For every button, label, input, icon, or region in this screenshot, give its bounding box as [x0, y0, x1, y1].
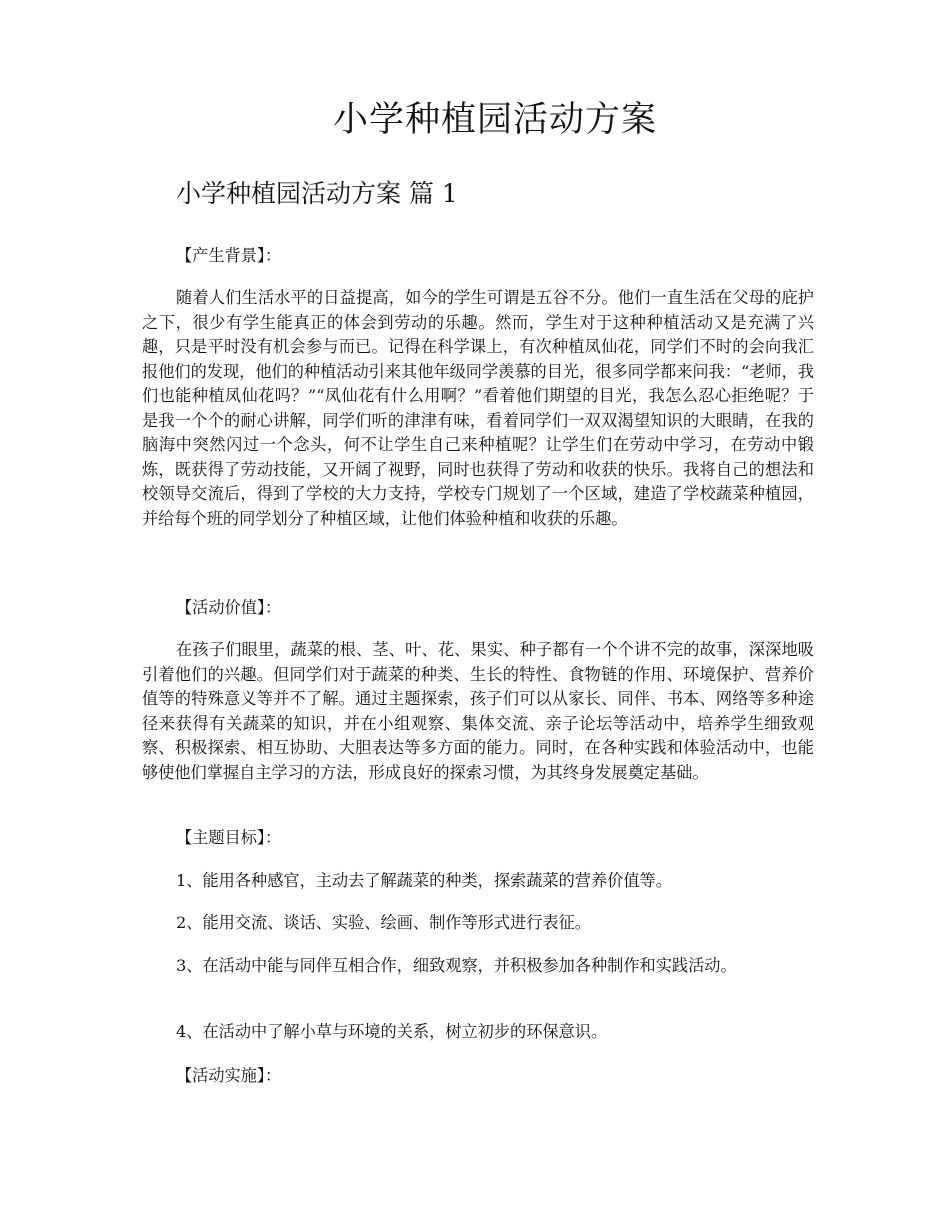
goal-item: 3、在活动中能与同伴互相合作，细致观察，并积极参加各种制作和实践活动。 — [176, 956, 737, 975]
background-heading: 【产生背景】： — [176, 246, 282, 265]
goal-item: 2、能用交流、谈话、实验、绘画、制作等形式进行表征。 — [176, 913, 591, 932]
background-paragraph: 随着人们生活水平的日益提高，如今的学生可谓是五谷不分。他们一直生活在父母的庇护之下，很少有学生能真正的体会到劳动的乐趣。然而，学生对于这种种植活动又是充满了兴趣，只是平时没有机会参与而已。记得在科学课上，有次种植凤仙花，同学们不时的会向我汇报他们的发现，他们的种植活动引来其他年级同学羡慕的目光，很多同学都来问我：“老师，我们也能种植凤仙花吗？”“凤仙花有什么用啊？”看着他们期望的目光，我怎么忍心拒绝呢？于是我一个个的耐心讲解，同学们听的津津有味，看着同学们一双双渴望知识的大眼睛，在我的脑海中突然闪过一个念头，何不让学生自己来种植呢？让学生们在劳动中学习，在劳动中锻炼，既获得了劳动技能，又开阔了视野，同时也获得了劳动和收获的快乐。我将自己的想法和校领导交流后，得到了学校的大力支持，学校专门规划了一个区域，建造了学校蔬菜种植园，并给每个班的同学划分了种植区域，让他们体验种植和收获的乐趣。 — [142, 288, 814, 528]
value-paragraph: 在孩子们眼里，蔬菜的根、茎、叶、花、果实、种子都有一个个讲不完的故事，深深地吸引着他们的兴趣。但同学们对于蔬菜的种类、生长的特性、食物链的作用、环境保护、营养价值等的特殊意义等并不了解。通过主题探索，孩子们可以从家长、同伴、书本、网络等多种途径来获得有关蔬菜的知识，并在小组观察、集体交流、亲子论坛等活动中，培养学生细致观察、积极探索、相互协助、大胆表达等多方面的能力。同时，在各种实践和体验活动中，也能够使他们掌握自主学习的方法，形成良好的探索习惯，为其终身发展奠定基础。 — [142, 640, 814, 782]
document-title: 小学种植园活动方案 — [332, 100, 657, 140]
value-heading: 【活动价值】： — [176, 598, 282, 617]
goals-heading: 【主题目标】： — [176, 828, 282, 847]
implementation-heading: 【活动实施】： — [176, 1066, 282, 1085]
section-title: 小学种植园活动方案 篇 1 — [176, 179, 458, 208]
goal-item: 4、在活动中了解小草与环境的关系，树立初步的环保意识。 — [176, 1022, 608, 1041]
goal-item: 1、能用各种感官，主动去了解蔬菜的种类，探索蔬菜的营养价值等。 — [176, 871, 672, 890]
